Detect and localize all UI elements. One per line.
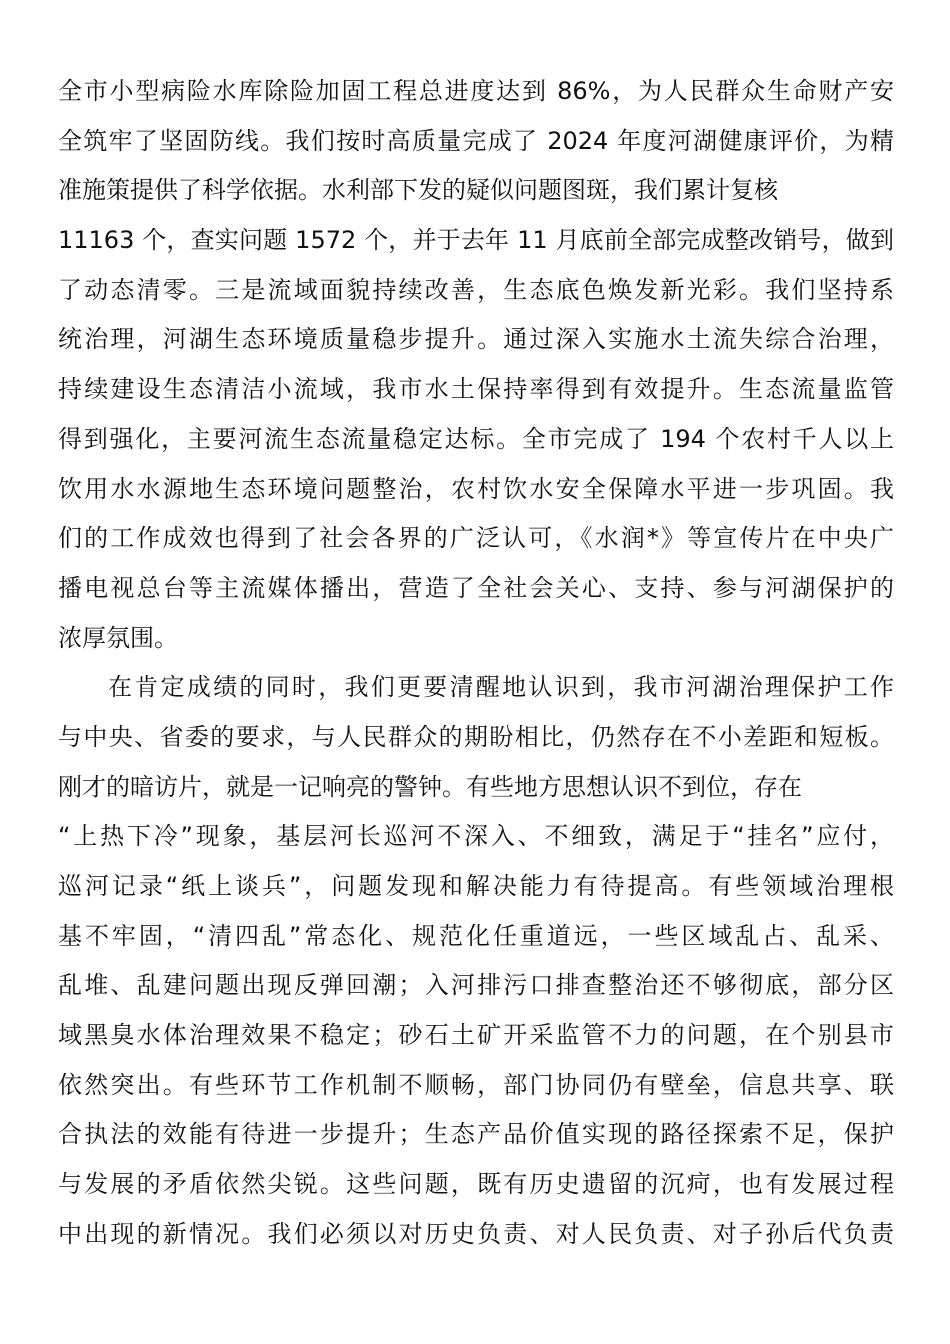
text-line: 中出现的新情况。我们必须以对历史负责、对人民负责、对子孙后代负责	[58, 1219, 894, 1248]
paragraph-first-line: 在肯定成绩的同时，我们更要清醒地认识到，我市河湖治理保护工作	[108, 673, 894, 702]
text-line: 统治理，河湖生态环境质量稳步提升。通过深入实施水土流失综合治理，	[58, 325, 894, 354]
text-line: “上热下冷”现象，基层河长巡河不深入、不细致，满足于“挂名”应付，	[58, 822, 894, 851]
body-text	[58, 67, 894, 1260]
text-line: 了动态清零。三是流域面貌持续改善，生态底色焕发新光彩。我们坚持系	[58, 275, 894, 304]
text-line: 与发展的矛盾依然尖锐。这些问题，既有历史遗留的沉疴，也有发展过程	[58, 1170, 894, 1199]
text-line: 全市小型病险水库除险加固工程总进度达到 86%，为人民群众生命财产安	[58, 77, 894, 105]
text-line: 持续建设生态清洁小流域，我市水土保持率得到有效提升。生态流量监管	[58, 375, 894, 404]
text-line: 播电视总台等主流媒体播出，营造了全社会关心、支持、参与河湖保护的	[58, 573, 894, 602]
text-line: 饮用水水源地生态环境问题整治，农村饮水安全保障水平进一步巩固。我	[58, 474, 894, 503]
text-line: 浓厚氛围。	[58, 623, 178, 652]
text-line: 基不牢固，“清四乱”常态化、规范化任重道远，一些区域乱占、乱采、	[58, 921, 894, 950]
text-line: 巡河记录“纸上谈兵”，问题发现和解决能力有待提高。有些领域治理根	[58, 872, 894, 900]
text-line: 与中央、省委的要求，与人民群众的期盼相比，仍然存在不小差距和短板。	[58, 722, 894, 751]
text-line: 合执法的效能有待进一步提升；生态产品价值实现的路径探索不足，保护	[58, 1120, 894, 1149]
text-line: 刚才的暗访片，就是一记响亮的警钟。有些地方思想认识不到位，存在	[58, 772, 802, 801]
text-line: 11163 个，查实问题 1572 个，并于去年 11 月底前全部完成整改销号，做到	[58, 226, 894, 255]
text-line: 们的工作成效也得到了社会各界的广泛认可，《水润*》等宣传片在中央广	[58, 524, 894, 553]
text-line: 依然突出。有些环节工作机制不顺畅，部门协同仍有壁垒，信息共享、联	[58, 1070, 894, 1099]
text-line: 全筑牢了坚固防线。我们按时高质量完成了 2024 年度河湖健康评价，为精	[58, 126, 894, 155]
text-line: 域黑臭水体治理效果不稳定；砂石土矿开采监管不力的问题，在个别县市	[58, 1021, 894, 1050]
text-line: 得到强化，主要河流生态流量稳定达标。全市完成了 194 个农村千人以上	[58, 424, 894, 453]
text-line: 乱堆、乱建问题出现反弹回潮；入河排污口排查整治还不够彻底，部分区	[58, 971, 894, 1000]
text-line: 准施策提供了科学依据。水利部下发的疑似问题图斑，我们累计复核	[58, 176, 778, 205]
